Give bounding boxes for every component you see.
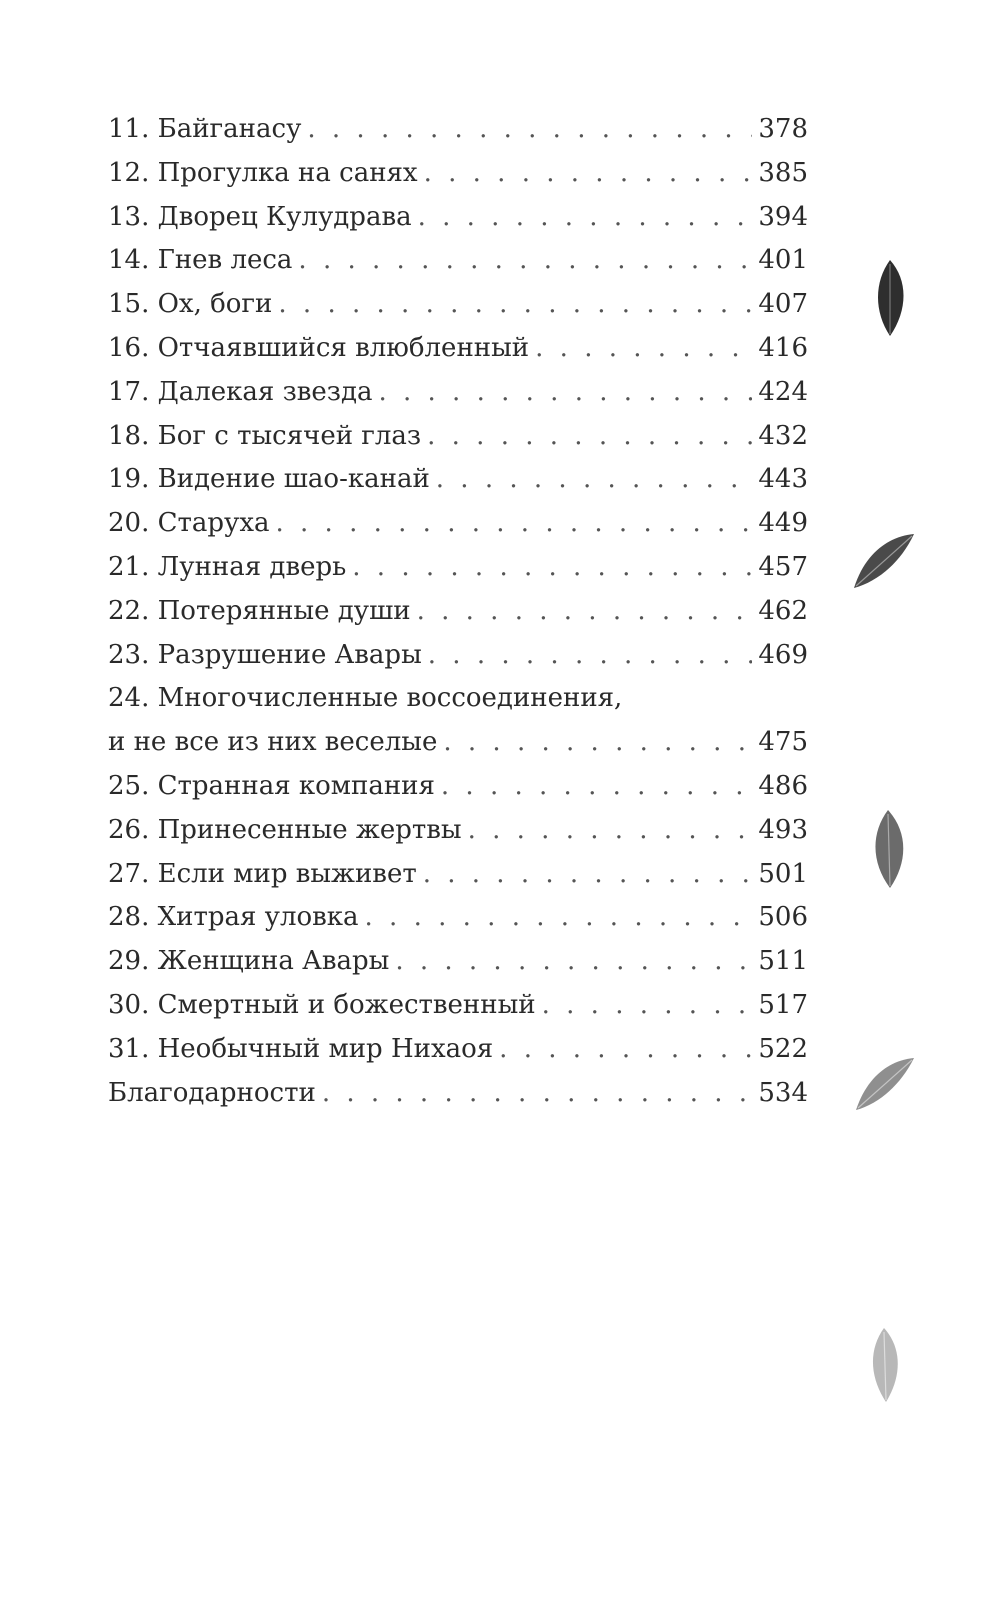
toc-entry <box>108 152 808 196</box>
toc-page-number: 394 <box>758 201 808 232</box>
dot-leader <box>542 984 753 1028</box>
toc-page-number: 401 <box>758 245 808 276</box>
table-of-contents <box>108 108 808 1115</box>
dot-leader <box>322 1072 753 1116</box>
toc-entry <box>108 415 808 459</box>
toc-title: 30. Смертный и божественный <box>108 989 536 1020</box>
toc-entry <box>108 283 808 327</box>
toc-entry <box>108 239 808 283</box>
toc-page-number: 506 <box>758 902 808 933</box>
toc-entry <box>108 984 808 1028</box>
dot-leader <box>424 152 753 196</box>
toc-entry <box>108 940 808 984</box>
dot-leader <box>417 590 753 634</box>
leaf-icon <box>850 1054 918 1116</box>
dot-leader <box>443 721 752 765</box>
dot-leader <box>423 853 753 897</box>
toc-title: 13. Дворец Кулудрава <box>108 201 412 232</box>
toc-page-number: 385 <box>758 157 808 188</box>
toc-entry <box>108 1072 808 1116</box>
dot-leader <box>278 283 752 327</box>
toc-page-number: 501 <box>758 858 808 889</box>
toc-entry <box>108 765 808 809</box>
toc-entry <box>108 853 808 897</box>
toc-page-number: 511 <box>758 946 808 977</box>
toc-title: 20. Старуха <box>108 508 270 539</box>
toc-entry <box>108 896 808 940</box>
dot-leader <box>298 239 752 283</box>
toc-title: 15. Ох, боги <box>108 289 273 320</box>
toc-page-number: 469 <box>758 639 808 670</box>
dot-leader <box>535 327 752 371</box>
toc-title: 11. Байганасу <box>108 114 302 144</box>
toc-page-number: 443 <box>758 464 808 495</box>
toc-page-number: 522 <box>758 1033 808 1064</box>
dot-leader <box>276 502 753 546</box>
toc-title: Благодарности <box>108 1077 316 1108</box>
toc-page-number: 457 <box>758 551 808 582</box>
leaf-icon <box>866 808 912 890</box>
toc-title: 21. Лунная дверь <box>108 551 347 582</box>
dot-leader <box>418 196 753 240</box>
toc-title: 28. Хитрая уловка <box>108 902 359 933</box>
dot-leader <box>365 896 753 940</box>
toc-entry <box>108 108 808 152</box>
toc-title: 22. Потерянные души <box>108 595 411 626</box>
dot-leader <box>428 634 753 678</box>
dot-leader <box>395 940 752 984</box>
toc-title: 26. Принесенные жертвы <box>108 814 462 845</box>
toc-page-number: 432 <box>758 420 808 451</box>
toc-entry <box>108 546 808 590</box>
dot-leader <box>441 765 752 809</box>
toc-page-number: 378 <box>758 114 808 144</box>
dot-leader <box>468 809 753 853</box>
toc-entry <box>108 502 808 546</box>
toc-entry <box>108 1028 808 1072</box>
toc-page-number: 407 <box>758 289 808 320</box>
toc-page-number: 475 <box>758 727 808 758</box>
toc-title: 17. Далекая звезда <box>108 376 373 407</box>
toc-page-number: 416 <box>758 332 808 363</box>
toc-entry <box>108 196 808 240</box>
toc-title: и не все из них веселые <box>108 727 438 758</box>
dot-leader <box>427 415 752 459</box>
toc-page-number: 493 <box>758 814 808 845</box>
leaf-icon <box>868 258 912 338</box>
toc-title: 29. Женщина Авары <box>108 946 390 977</box>
toc-page-number: 486 <box>758 770 808 801</box>
toc-entry <box>108 327 808 371</box>
toc-entry <box>108 634 808 678</box>
toc-title: 24. Многочисленные воссоединения, <box>108 683 623 714</box>
toc-title: 18. Бог с тысячей глаз <box>108 420 422 451</box>
toc-title: 14. Гнев леса <box>108 245 293 276</box>
toc-title: 25. Странная компания <box>108 770 435 801</box>
toc-title: 27. Если мир выживет <box>108 858 417 889</box>
leaf-icon <box>864 1326 906 1404</box>
toc-title: 16. Отчаявшийся влюбленный <box>108 332 530 363</box>
dot-leader <box>436 458 753 502</box>
toc-page-number: 424 <box>758 376 808 407</box>
dot-leader <box>307 108 752 152</box>
toc-entry <box>108 590 808 634</box>
toc-entry <box>108 371 808 415</box>
toc-title: 31. Необычный мир Нихаоя <box>108 1033 494 1064</box>
dot-leader <box>378 371 752 415</box>
toc-entry <box>108 721 808 765</box>
toc-page-number: 449 <box>758 508 808 539</box>
leaf-icon <box>848 530 918 594</box>
dot-leader <box>352 546 752 590</box>
toc-title: 23. Разрушение Авары <box>108 639 422 670</box>
toc-entry <box>108 809 808 853</box>
toc-page-number: 534 <box>758 1077 808 1108</box>
toc-entry <box>108 677 808 721</box>
dot-leader <box>499 1028 752 1072</box>
toc-page-number: 517 <box>758 989 808 1020</box>
toc-title: 19. Видение шао-канай <box>108 464 430 495</box>
toc-title: 12. Прогулка на санях <box>108 157 418 188</box>
toc-entry <box>108 458 808 502</box>
toc-page-number: 462 <box>758 595 808 626</box>
